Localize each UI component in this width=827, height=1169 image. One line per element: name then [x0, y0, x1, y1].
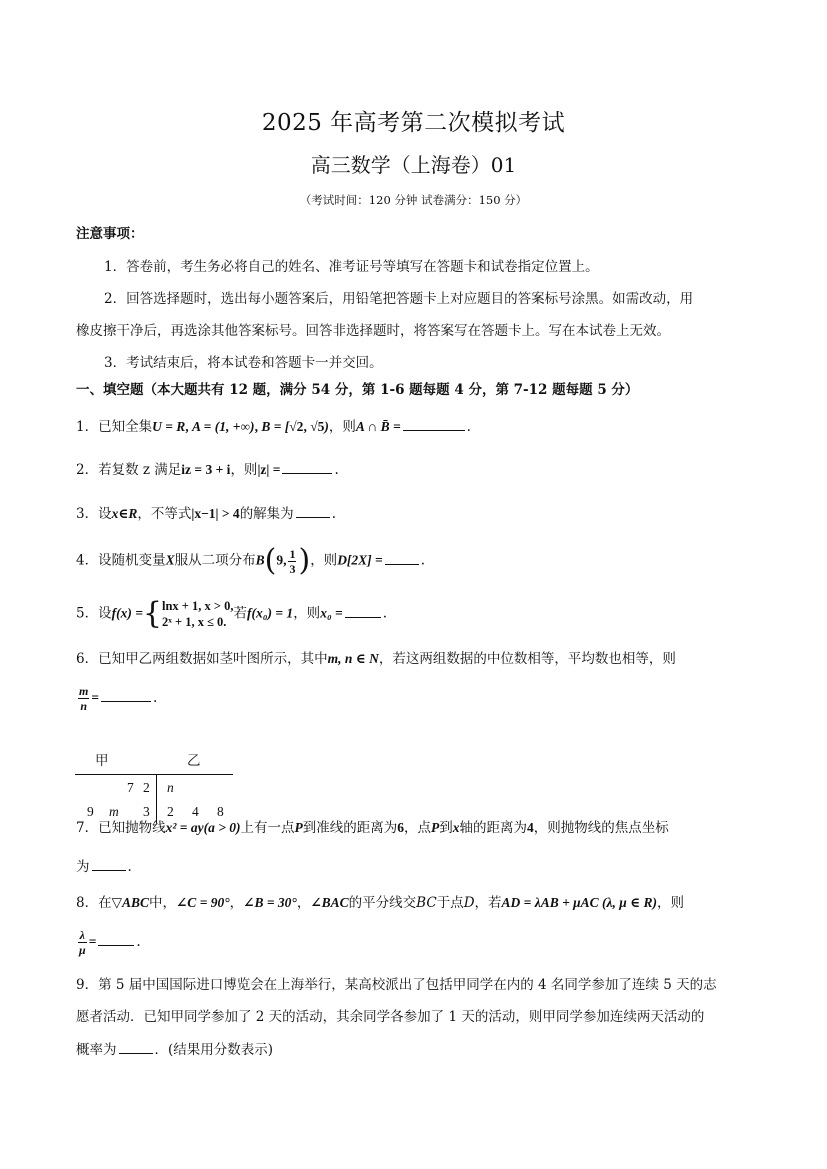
question-9-line-3: 概率为 ．(结果用分数表示)	[76, 1039, 273, 1060]
question-6-cont: $\frac{m}{n}$ = .	[79, 684, 158, 713]
page-title: 2025 年高考第二次模拟考试	[261, 110, 566, 136]
q8-vector-eq: AD = λAB + μAC (λ, μ ∈ R)	[501, 895, 658, 910]
section-heading: 一、填空题（本大题共有 12 题，满分 54 分，第 1-6 题每题 4 分，第 7-12 题每题 5 分）	[76, 382, 639, 398]
question-3: 3．设x∈R，不等式|x−1| > 4的解集为 .	[76, 503, 336, 524]
q2-eq: iz = 3 + i	[181, 462, 231, 477]
q4-answer-blank[interactable]	[385, 550, 419, 565]
q1-root5: √5	[310, 419, 325, 434]
q1-set-a: A = (1, +∞)	[192, 419, 255, 434]
q5-answer-blank[interactable]	[345, 603, 381, 618]
stemleaf-right-header: 乙	[187, 753, 201, 768]
q3-ineq: |x−1| > 4	[191, 506, 240, 521]
q5-mid2: ，则	[293, 605, 321, 622]
stemleaf-stem: 3	[143, 804, 150, 819]
notice-item-1: 1．答卷前，考生务必将自己的姓名、准考证号等填写在答题卡和试卷指定位置上。	[104, 259, 599, 275]
q5-prefix: 5．设	[76, 605, 112, 622]
q3-prefix: 3．设	[76, 506, 112, 522]
q5-mid: 若	[233, 605, 248, 622]
stemleaf-leaf: m	[109, 804, 119, 819]
q4-dist-arg: 9,	[276, 552, 287, 568]
stemleaf-stem: 2	[143, 780, 150, 795]
stemleaf-stem-rule	[156, 774, 157, 823]
q2-mid: ，则	[230, 462, 258, 478]
q1-expr: A ∩ B̄ =	[355, 419, 401, 434]
stemleaf-leaf: 2	[167, 804, 174, 819]
q4-dist: B	[255, 552, 265, 568]
q6-vars: m, n ∈ N	[327, 651, 379, 666]
notice-item-3: 3．考试结束后，将本试卷和答题卡一并交回。	[104, 355, 383, 371]
q6-text2: ，若这两组数据的中位数相等，平均数也相等，则	[378, 651, 676, 667]
stemleaf-left-header: 甲	[95, 753, 109, 768]
page-subtitle: 高三数学（上海卷）01	[310, 153, 517, 177]
question-5: 5．设f(x) ={ lnx + 1, x > 0, 2ˣ + 1, x ≤ 0. 若f(x₀) = 1，则x₀ = .	[76, 596, 388, 631]
question-7-cont: 为 .	[76, 856, 132, 877]
stemleaf-leaf: 4	[192, 804, 199, 819]
notice-item-2: 2．回答选择题时，选出每小题答案后，用铅笔把答题卡上对应题目的答案标号涂黑。如需改动，用	[104, 291, 694, 307]
stemleaf-leaf: n	[167, 780, 174, 795]
question-9-line-2: 愿者活动．已知甲同学参加了 2 天的活动，其余同学各参加了 1 天的活动，则甲同学参加连续两天活动的	[76, 1009, 705, 1025]
q1-prefix: 1．已知全集	[76, 419, 153, 435]
question-8: 8．在▽ABC中，∠C = 90°，∠B = 30°，∠BAC的平分线交BC于点D，若AD = λAB + μAC (λ, μ ∈ R)，则	[76, 895, 685, 911]
q4-fraction: $\frac{1}{3}$	[289, 546, 296, 576]
q4-mid2: ，则	[310, 552, 338, 569]
q1-answer-blank[interactable]	[403, 416, 465, 431]
q4-var: X	[165, 552, 175, 568]
q8-fraction: $\frac{\lambda}{\mu}$	[79, 928, 86, 957]
q6-fraction: $\frac{m}{n}$	[79, 684, 89, 713]
question-1: 1．已知全集U = R, A = (1, +∞), B = [√2, √5)，则A ∩ B̄ = .	[76, 416, 471, 437]
question-4: 4．设随机变量X服从二项分布B(9, $\frac{1}{3}$ )，则D[2X] = .	[76, 543, 426, 578]
q9-answer-blank[interactable]	[119, 1039, 153, 1054]
q7-answer-blank[interactable]	[92, 856, 126, 871]
stemleaf-header-rule	[75, 774, 233, 775]
q8-answer-blank[interactable]	[98, 931, 134, 946]
q4-prefix: 4．设随机变量	[76, 552, 166, 569]
q5-cond: f(x₀) = 1	[247, 605, 294, 621]
stemleaf-leaf: 8	[217, 804, 224, 819]
q3-cond: x∈R	[111, 506, 138, 521]
question-2: 2．若复数 z 满足iz = 3 + i，则|z| = .	[76, 459, 339, 480]
notice-heading: 注意事项：	[76, 226, 144, 242]
question-9-line-1: 9．第 5 届中国国际进口博览会在上海举行，某高校派出了包括甲同学在内的 4 名同学参加了连续 5 天的志	[76, 977, 717, 993]
q3-post: 的解集为	[239, 506, 294, 522]
q2-expr: |z| =	[257, 462, 281, 477]
q3-mid: ，不等式	[137, 506, 192, 522]
question-7: 7．已知抛物线x² = ay(a > 0)上有一点P到准线的距离为6，点P到x轴的距离为4，则抛物线的焦点坐标	[76, 820, 669, 836]
stemleaf-leaf: 7	[127, 780, 134, 795]
stem-leaf-plot	[75, 751, 233, 823]
q1-set-u: U = R	[152, 419, 186, 434]
q4-mid: 服从二项分布	[174, 552, 256, 569]
q4-expr: D[2X] =	[337, 552, 383, 568]
question-8-cont: $\frac{\lambda}{\mu}$ = .	[79, 928, 141, 957]
stemleaf-leaf: 9	[87, 804, 94, 819]
q3-answer-blank[interactable]	[296, 503, 330, 518]
q1-set-b-post: )	[324, 419, 329, 434]
q6-answer-blank[interactable]	[101, 687, 151, 702]
q7-eq: x² = ay(a > 0)	[165, 820, 241, 835]
q5-fx: f(x) =	[111, 605, 143, 621]
q6-text: 6．已知甲乙两组数据如茎叶图所示，其中	[76, 651, 328, 667]
exam-info: （考试时间：120 分钟 试卷满分：150 分）	[299, 193, 528, 207]
q5-expr: x₀ =	[320, 605, 343, 621]
q5-piecewise: lnx + 1, x > 0, 2ˣ + 1, x ≤ 0.	[162, 599, 234, 629]
notice-item-2-cont: 橡皮擦干净后，再选涂其他答案标号。回答非选择题时，将答案写在答题卡上。写在本试卷上无效。	[76, 323, 670, 339]
q1-mid: ，则	[328, 419, 356, 435]
q1-root2: √2	[289, 419, 304, 434]
q8-triangle: ▽ABC	[111, 895, 149, 910]
q2-answer-blank[interactable]	[282, 459, 332, 474]
q2-prefix: 2．若复数 z 满足	[76, 462, 182, 478]
question-6	[76, 649, 676, 669]
q1-set-b-pre: B = [	[261, 419, 290, 434]
